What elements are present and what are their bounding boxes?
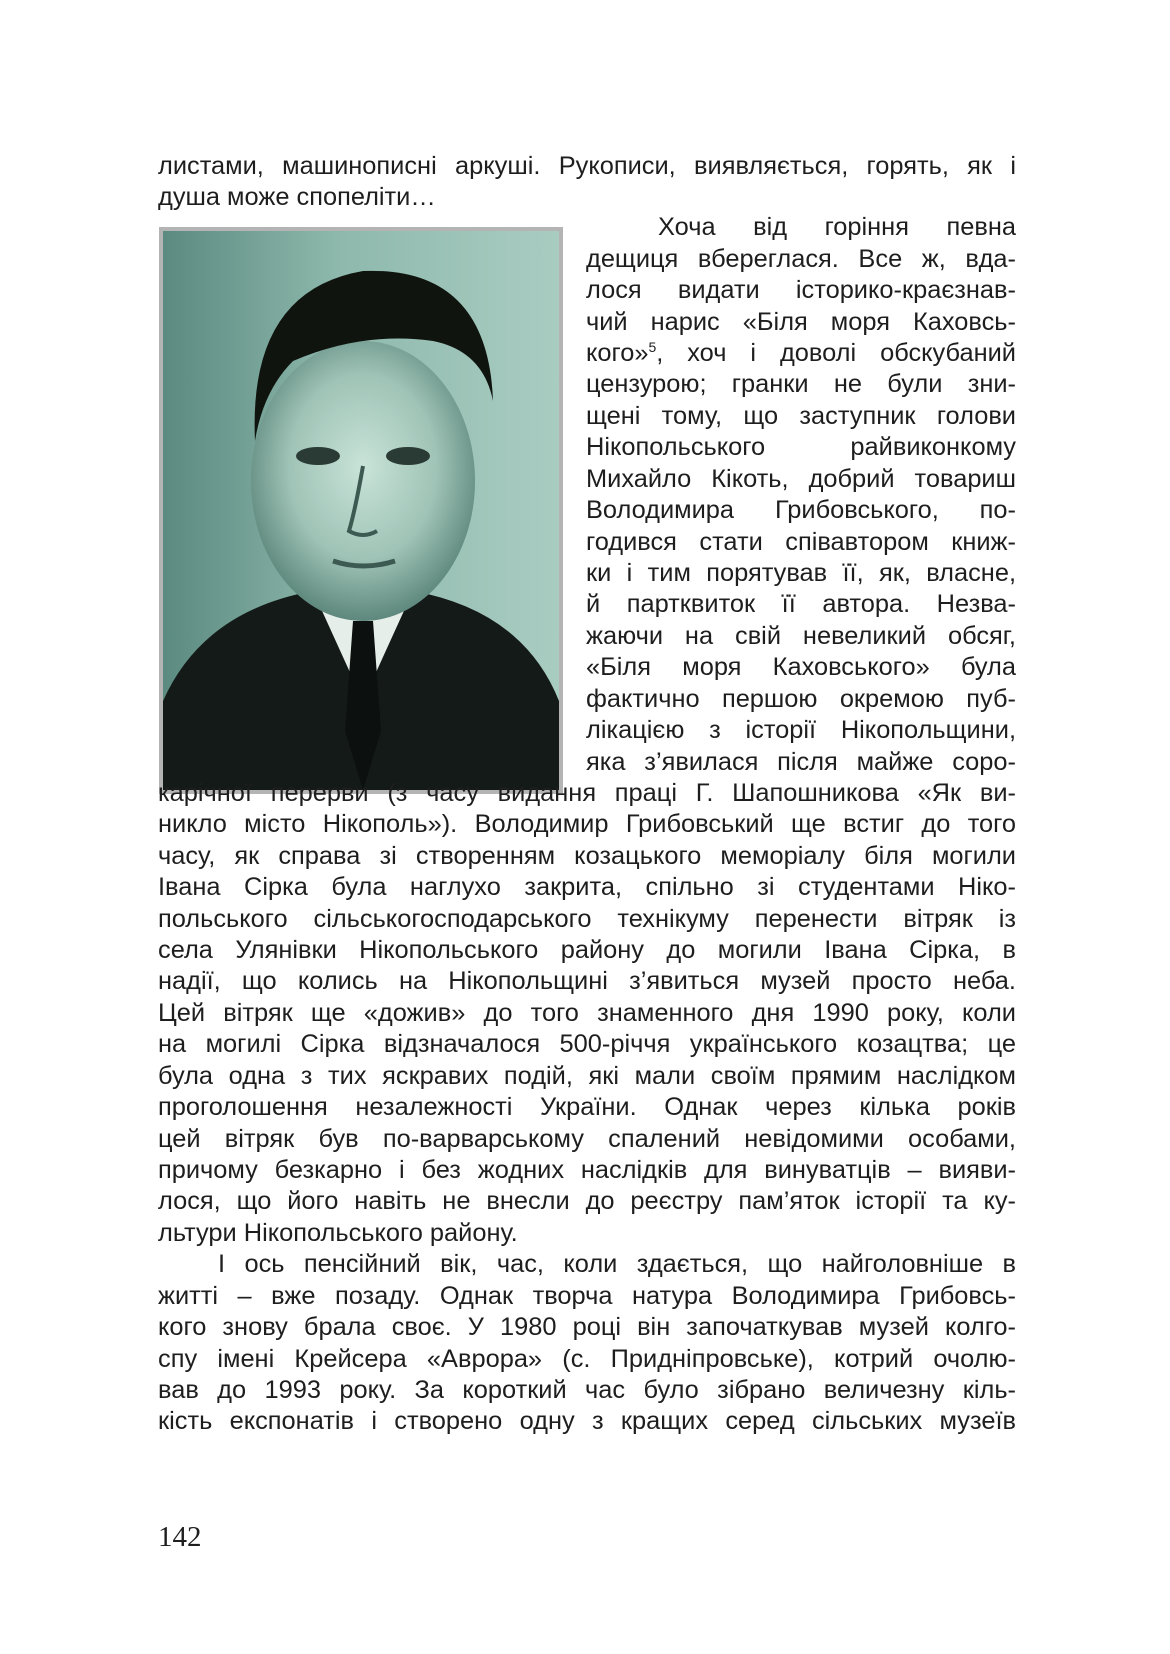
text-line: [586, 557, 1016, 589]
text-span: льтури Нікопольського району.: [158, 1219, 518, 1247]
text-line: [586, 306, 1016, 338]
text-span: карічної перерви (з часу видання праці Г. Шапошникова «Як ви-: [158, 779, 1016, 807]
text-line: [586, 211, 1016, 243]
text-line: [158, 1060, 1016, 1092]
text-span: листами, машинописні аркуші. Рукописи, виявляється, горять, як і: [158, 152, 1016, 180]
text-line: [158, 1091, 1016, 1123]
text-span: щені тому, що заступник голови: [586, 402, 1016, 430]
text-span: ки і тим порятував її, як, власне,: [586, 559, 1016, 587]
footnote-marker: 5: [648, 339, 657, 355]
text-line: [158, 1248, 1016, 1280]
text-span: «Біля моря Каховського» була: [586, 653, 1016, 681]
text-span: яка з’явилася після майже соро-: [586, 748, 1016, 776]
text-span: часу, як справа зі створенням козацького меморіалу біля могили: [158, 842, 1016, 870]
text-span: фактично першою окремою пуб-: [586, 685, 1016, 713]
text-span: , хоч і доволі обскубаний: [656, 339, 1016, 367]
text-line: [158, 965, 1016, 997]
text-span: душа може спопеліти…: [158, 183, 436, 211]
text-span: села Улянівки Нікопольського району до могили Івана Сірка, в: [158, 936, 1016, 964]
text-line: [586, 274, 1016, 306]
text-span: никло місто Нікополь»). Володимир Грибовський ще встиг до того: [158, 810, 1016, 838]
text-line: [586, 337, 1016, 369]
text-span: Нікопольського райвиконкому: [586, 433, 1016, 461]
text-span: кого знову брала своє. У 1980 році він започаткував музей колго-: [158, 1313, 1016, 1341]
text-line: [158, 150, 1016, 182]
text-line: [158, 1154, 1016, 1186]
text-span: надії, що колись на Нікопольщині з’явиться музей просто неба.: [158, 967, 1016, 995]
text-line: [158, 1343, 1016, 1375]
text-line: [158, 903, 1016, 935]
text-span: Володимира Грибовського, по-: [586, 496, 1016, 524]
text-span: Івана Сірка була наглухо закрита, спільно зі студентами Ніко-: [158, 873, 1016, 901]
text-span: лікацією з історії Нікопольщини,: [586, 716, 1016, 744]
text-span: польського сільськогосподарського технікуму перенести вітряк із: [158, 905, 1016, 933]
text-line: [158, 808, 1016, 840]
text-line: [158, 1405, 1016, 1437]
text-span: була одна з тих яскравих подій, які мали своїм прямим наслідком: [158, 1062, 1016, 1090]
text-line: [158, 871, 1016, 903]
text-line: [586, 714, 1016, 746]
text-span: цей вітряк був по-варварському спалений невідомими особами,: [158, 1125, 1016, 1153]
text-line: [586, 651, 1016, 683]
text-line: [158, 1185, 1016, 1217]
text-line: [158, 1123, 1016, 1155]
page-number: 142: [158, 1521, 202, 1553]
text-line: [158, 934, 1016, 966]
text-span: годився стати співавтором книж-: [586, 528, 1016, 556]
text-span: лося видати історико-краєзнав-: [586, 276, 1016, 304]
text-line: [158, 1374, 1016, 1406]
text-line: [586, 620, 1016, 652]
text-line: [158, 1217, 1016, 1249]
text-span: І ось пенсійний вік, час, коли здається, що найголовніше в: [218, 1250, 1016, 1278]
text-line: [158, 1280, 1016, 1312]
text-span: Хоча від горіння певна: [658, 213, 1016, 241]
text-span: проголошення незалежності України. Однак через кілька років: [158, 1093, 1016, 1121]
text-span: цензурою; гранки не були зни-: [586, 370, 1016, 398]
text-line: [586, 463, 1016, 495]
text-span: дещиця вбереглася. Все ж, вда-: [586, 245, 1016, 273]
text-span: спу імені Крейсера «Аврора» (с. Придніпровське), котрий очолю-: [158, 1345, 1016, 1373]
text-line: [586, 243, 1016, 275]
text-line: [158, 777, 1016, 809]
text-line: [158, 181, 1016, 213]
text-span: житті – вже позаду. Однак творча натура Володимира Грибовсь-: [158, 1282, 1016, 1310]
text-line: [586, 683, 1016, 715]
text-span: жаючи на свій невеликий обсяг,: [586, 622, 1016, 650]
text-line: [586, 526, 1016, 558]
text-line: [158, 840, 1016, 872]
text-line: [158, 997, 1016, 1029]
text-line: [586, 368, 1016, 400]
text-span: кого»: [586, 339, 649, 367]
text-span: Михайло Кікоть, добрий товариш: [586, 465, 1016, 493]
text-span: кість експонатів і створено одну з кращих серед сільських музеїв: [158, 1407, 1016, 1435]
text-span: причому безкарно і без жодних наслідків для винуватців – вияви-: [158, 1156, 1016, 1184]
text-line: [586, 494, 1016, 526]
portrait-image: [163, 231, 559, 790]
portrait-photo: [159, 227, 563, 794]
text-span: Цей вітряк ще «дожив» до того знаменного дня 1990 року, коли: [158, 999, 1016, 1027]
text-span: на могилі Сірка відзначалося 500-річчя українського козацтва; це: [158, 1030, 1016, 1058]
text-line: [586, 431, 1016, 463]
text-span: чий нарис «Біля моря Каховсь-: [586, 308, 1016, 336]
text-line: [586, 400, 1016, 432]
text-span: лося, що його навіть не внесли до реєстру пам’яток історії та ку-: [158, 1187, 1016, 1215]
text-line: [586, 588, 1016, 620]
text-line: [158, 1311, 1016, 1343]
text-span: й партквиток її автора. Незва-: [586, 590, 1016, 618]
text-span: вав до 1993 року. За короткий час було зібрано величезну кіль-: [158, 1376, 1016, 1404]
text-line: [158, 1028, 1016, 1060]
text-line: [586, 746, 1016, 778]
